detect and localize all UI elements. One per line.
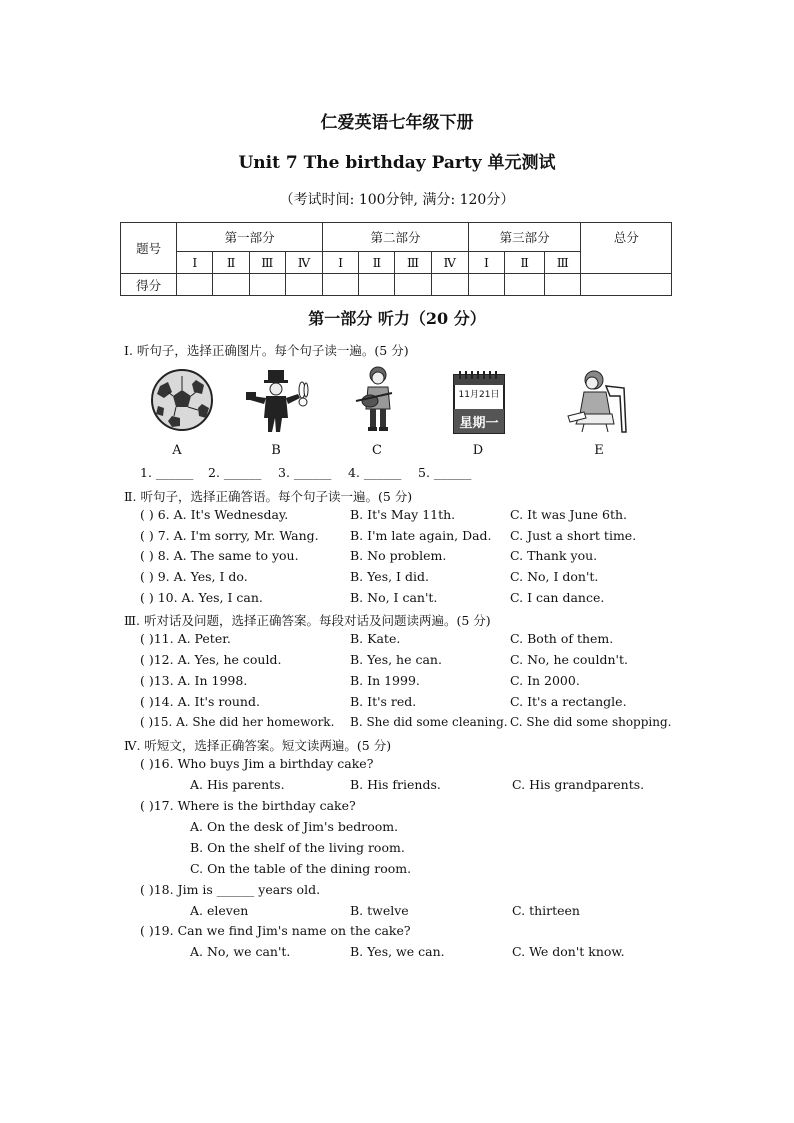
score-cell[interactable] xyxy=(431,274,468,296)
q14-option-a[interactable]: ( )14. A. It's round. xyxy=(140,694,260,709)
section-heading: 第一部分 听力（20 分） xyxy=(308,309,486,328)
q17-question: ( )17. Where is the birthday cake? xyxy=(140,798,356,813)
q9-option-b[interactable]: B. Yes, I did. xyxy=(350,569,429,584)
answer-blank-5[interactable]: 5. ______ xyxy=(418,465,472,480)
exam-info: （考试时间: 100分钟, 满分: 120分） xyxy=(279,192,515,208)
q11-option-b[interactable]: B. Kate. xyxy=(350,631,401,646)
q14-option-c[interactable]: C. It's a rectangle. xyxy=(510,694,627,709)
q9-option-c[interactable]: C. No, I don't. xyxy=(510,569,599,584)
pic-label-a: A xyxy=(172,443,182,458)
col-p3-2: Ⅱ xyxy=(505,252,545,274)
q16-option-b[interactable]: B. His friends. xyxy=(350,777,441,792)
question-number-label: 题号 xyxy=(121,223,177,274)
q7-option-b[interactable]: B. I'm late again, Dad. xyxy=(350,528,492,543)
col-p1-3: Ⅲ xyxy=(249,252,285,274)
q16-option-c[interactable]: C. His grandparents. xyxy=(512,777,645,792)
q12-option-a[interactable]: ( )12. A. Yes, he could. xyxy=(140,652,282,667)
girl-sitting-icon xyxy=(562,366,632,436)
col-p3-1: Ⅰ xyxy=(468,252,504,274)
soccer-ball-icon xyxy=(150,368,214,432)
answer-blank-1[interactable]: 1. ______ xyxy=(140,465,194,480)
score-cell[interactable] xyxy=(177,274,213,296)
calendar-date: 11月21日 xyxy=(458,390,500,400)
part4-heading: Ⅳ. 听短文，选择正确答案。短文读两遍。(5 分) xyxy=(124,738,392,753)
q18-question: ( )18. Jim is ______ years old. xyxy=(140,882,321,897)
score-cell[interactable] xyxy=(249,274,285,296)
q7-option-a[interactable]: ( ) 7. A. I'm sorry, Mr. Wang. xyxy=(140,528,319,543)
q8-option-b[interactable]: B. No problem. xyxy=(350,548,447,563)
score-cell[interactable] xyxy=(395,274,431,296)
q15-option-b[interactable]: B. She did some cleaning. xyxy=(350,715,508,729)
q16-option-a[interactable]: A. His parents. xyxy=(190,777,285,792)
q13-option-b[interactable]: B. In 1999. xyxy=(350,673,420,688)
q17-option-b[interactable]: B. On the shelf of the living room. xyxy=(190,840,405,855)
q11-option-c[interactable]: C. Both of them. xyxy=(510,631,614,646)
magician-icon xyxy=(246,368,310,434)
pic-label-c: C xyxy=(372,443,382,458)
q18-option-a[interactable]: A. eleven xyxy=(190,903,249,918)
q11-option-a[interactable]: ( )11. A. Peter. xyxy=(140,631,231,646)
part2-heading: Ⅱ. 听句子，选择正确答语。每个句子读一遍。(5 分) xyxy=(124,489,413,504)
part1-heading: Ⅰ. 听句子，选择正确图片。每个句子读一遍。(5 分) xyxy=(124,343,409,358)
q19-option-a[interactable]: A. No, we can't. xyxy=(190,944,291,959)
q15-option-a[interactable]: ( )15. A. She did her homework. xyxy=(140,715,335,729)
q8-option-c[interactable]: C. Thank you. xyxy=(510,548,598,563)
q10-option-a[interactable]: ( ) 10. A. Yes, I can. xyxy=(140,590,263,605)
q19-option-b[interactable]: B. Yes, we can. xyxy=(350,944,445,959)
pic-label-d: D xyxy=(472,443,484,458)
q12-option-b[interactable]: B. Yes, he can. xyxy=(350,652,442,667)
answer-blank-4[interactable]: 4. ______ xyxy=(348,465,402,480)
guitar-boy-icon xyxy=(352,365,400,435)
part3-heading: Ⅲ. 听对话及问题，选择正确答案。每段对话及问题读两遍。(5 分) xyxy=(124,613,491,628)
q15-option-c[interactable]: C. She did some shopping. xyxy=(510,715,672,729)
pic-label-e: E xyxy=(594,443,604,458)
total-score-cell[interactable] xyxy=(581,274,672,296)
part2-header: 第二部分 xyxy=(323,223,469,252)
score-cell[interactable] xyxy=(359,274,395,296)
answer-blank-3[interactable]: 3. ______ xyxy=(278,465,332,480)
score-table xyxy=(120,222,672,296)
col-p1-1: Ⅰ xyxy=(177,252,213,274)
score-cell[interactable] xyxy=(213,274,249,296)
col-p3-3: Ⅲ xyxy=(545,252,581,274)
q17-option-c[interactable]: C. On the table of the dining room. xyxy=(190,861,412,876)
col-p2-4: Ⅳ xyxy=(431,252,468,274)
q19-option-c[interactable]: C. We don't know. xyxy=(512,944,625,959)
q13-option-a[interactable]: ( )13. A. In 1998. xyxy=(140,673,248,688)
score-cell[interactable] xyxy=(468,274,504,296)
score-cell[interactable] xyxy=(545,274,581,296)
page-title: 仁爱英语七年级下册 xyxy=(320,113,474,133)
col-p2-3: Ⅲ xyxy=(395,252,431,274)
q10-option-b[interactable]: B. No, I can't. xyxy=(350,590,438,605)
unit-title: Unit 7 The birthday Party 单元测试 xyxy=(238,153,556,173)
q9-option-a[interactable]: ( ) 9. A. Yes, I do. xyxy=(140,569,248,584)
q13-option-c[interactable]: C. In 2000. xyxy=(510,673,580,688)
q6-option-c[interactable]: C. It was June 6th. xyxy=(510,507,628,522)
q6-option-a[interactable]: ( ) 6. A. It's Wednesday. xyxy=(140,507,289,522)
total-header: 总分 xyxy=(581,223,672,274)
part1-header: 第一部分 xyxy=(177,223,323,252)
pic-label-b: B xyxy=(271,443,281,458)
q12-option-c[interactable]: C. No, he couldn't. xyxy=(510,652,628,667)
col-p1-2: Ⅱ xyxy=(213,252,249,274)
score-cell[interactable] xyxy=(323,274,359,296)
calendar-icon xyxy=(452,369,506,435)
q17-option-a[interactable]: A. On the desk of Jim's bedroom. xyxy=(190,819,399,834)
q7-option-c[interactable]: C. Just a short time. xyxy=(510,528,637,543)
score-cell[interactable] xyxy=(505,274,545,296)
col-p2-2: Ⅱ xyxy=(359,252,395,274)
q19-question: ( )19. Can we find Jim's name on the cake? xyxy=(140,923,411,938)
col-p1-4: Ⅳ xyxy=(285,252,322,274)
q8-option-a[interactable]: ( ) 8. A. The same to you. xyxy=(140,548,299,563)
part3-header: 第三部分 xyxy=(468,223,581,252)
calendar-day: 星期一 xyxy=(459,416,499,431)
score-cell[interactable] xyxy=(285,274,322,296)
answer-blank-2[interactable]: 2. ______ xyxy=(208,465,262,480)
q10-option-c[interactable]: C. I can dance. xyxy=(510,590,605,605)
q18-option-c[interactable]: C. thirteen xyxy=(512,903,580,918)
q14-option-b[interactable]: B. It's red. xyxy=(350,694,417,709)
col-p2-1: Ⅰ xyxy=(323,252,359,274)
q18-option-b[interactable]: B. twelve xyxy=(350,903,409,918)
q16-question: ( )16. Who buys Jim a birthday cake? xyxy=(140,756,374,771)
q6-option-b[interactable]: B. It's May 11th. xyxy=(350,507,456,522)
score-label: 得分 xyxy=(121,274,177,296)
